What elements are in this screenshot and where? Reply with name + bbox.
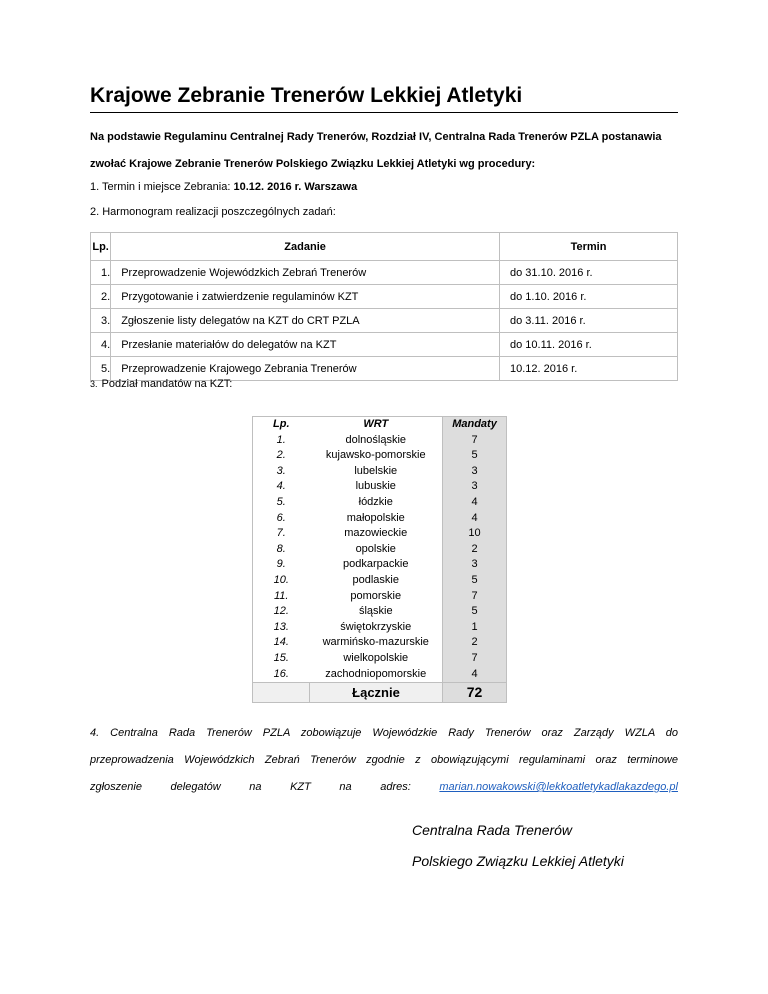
email-link[interactable]: marian.nowakowski@lekkoatletykadlakazdego.pl <box>439 781 678 793</box>
mandates-cell-man: 10 <box>443 526 507 542</box>
paragraph-4-word: na <box>339 781 352 793</box>
mandates-cell-man: 5 <box>443 604 507 620</box>
paragraph-4-line-2: przeprowadzenia Wojewódzkich Zebrań Trenerów zgodnie z obowiązującymi regulaminami oraz terminowe <box>90 754 678 766</box>
mandates-cell-wrt: świętokrzyskie <box>340 620 412 633</box>
mandates-cell-lp: 1. <box>253 433 310 449</box>
mandates-cell-wrt: zachodniopomorskie <box>310 667 443 683</box>
mandates-cell-lp: 9. <box>253 557 310 573</box>
mandates-cell-man: 2 <box>443 635 507 651</box>
schedule-cell-date: do 3.11. 2016 r. <box>500 309 678 333</box>
mandates-total-label: Łącznie <box>310 683 443 703</box>
meeting-date-label: 1. Termin i miejsce Zebrania: <box>90 181 234 193</box>
mandates-cell-wrt: małopolskie <box>346 511 405 524</box>
table-row <box>91 333 678 357</box>
mandates-body <box>253 433 507 683</box>
table-row <box>253 589 507 605</box>
table-row <box>253 526 507 542</box>
table-row <box>253 635 507 651</box>
paragraph-4-word: zgłoszenie <box>90 781 142 793</box>
intro-paragraph <box>90 124 690 178</box>
schedule-cell-task: Przeprowadzenie Krajowego Zebrania Trenerów <box>111 357 500 381</box>
paragraph-4-word: delegatów <box>170 781 221 793</box>
schedule-cell-lp: 2. <box>91 285 111 309</box>
table-row <box>253 511 507 527</box>
table-row <box>253 557 507 573</box>
schedule-cell-lp: 4. <box>91 333 111 357</box>
table-row <box>253 495 507 511</box>
schedule-cell-lp: 1. <box>91 261 111 285</box>
mandates-cell-man: 2 <box>443 542 507 558</box>
mandates-total-row <box>253 683 507 703</box>
mandates-cell-wrt: podkarpackie <box>343 558 409 571</box>
table-row <box>253 667 507 683</box>
mandates-cell-man: 4 <box>443 667 507 683</box>
schedule-header-row <box>91 233 678 261</box>
mandates-cell-man: 5 <box>443 448 507 464</box>
mandates-cell-wrt: śląskie <box>358 605 393 618</box>
mandates-cell-lp: 15. <box>253 651 310 667</box>
mandates-cell-man: 7 <box>443 651 507 667</box>
mandates-cell-man: 4 <box>443 495 507 511</box>
mandates-cell-wrt: pomorskie <box>350 589 402 602</box>
table-row <box>253 433 507 449</box>
mandates-cell-man: 3 <box>443 479 507 495</box>
mandates-cell-lp: 7. <box>253 526 310 542</box>
mandates-header-lp: Lp. <box>253 417 310 433</box>
table-row <box>253 604 507 620</box>
schedule-heading: 2. Harmonogram realizacji poszczególnych zadań: <box>90 206 336 218</box>
mandates-cell-man: 1 <box>443 620 507 636</box>
table-row <box>253 651 507 667</box>
paragraph-4-line-1: 4. Centralna Rada Trenerów PZLA zobowiązuje Wojewódzkie Rady Trenerów oraz Zarządy WZLA do <box>90 727 678 739</box>
schedule-cell-task: Przeprowadzenie Wojewódzkich Zebrań Trenerów <box>111 261 500 285</box>
mandates-cell-lp: 8. <box>253 542 310 558</box>
mandates-heading-number: 3. <box>90 379 98 389</box>
table-row <box>91 309 678 333</box>
mandates-cell-wrt: warmińsko-mazurskie <box>322 636 429 649</box>
paragraph-4-word: KZT <box>290 781 311 793</box>
mandates-cell-wrt: opolskie <box>355 542 396 555</box>
mandates-cell-lp: 11. <box>253 589 310 605</box>
mandates-cell-wrt: lubelskie <box>354 464 398 477</box>
mandates-cell-lp: 3. <box>253 464 310 480</box>
mandates-table <box>252 416 507 703</box>
meeting-date-value: 10.12. 2016 r. Warszawa <box>233 181 358 193</box>
mandates-header-count: Mandaty <box>443 417 507 433</box>
schedule-cell-date: do 1.10. 2016 r. <box>500 285 678 309</box>
schedule-header-task: Zadanie <box>111 233 500 261</box>
paragraph-4 <box>90 720 678 801</box>
mandates-cell-man: 4 <box>443 511 507 527</box>
schedule-table <box>90 232 678 381</box>
table-row <box>91 261 678 285</box>
paragraph-4-word: adres: <box>380 781 411 793</box>
mandates-cell-wrt: lubuskie <box>355 480 396 493</box>
mandates-total-blank <box>253 683 310 703</box>
mandates-cell-wrt: mazowieckie <box>344 527 408 540</box>
intro-line-1: Na podstawie Regulaminu Centralnej Rady Trenerów, Rozdział IV, Centralna Rada Trenerów PZLA postanawia <box>90 131 662 143</box>
schedule-header-date: Termin <box>500 233 678 261</box>
table-row <box>253 479 507 495</box>
mandates-cell-lp: 14. <box>253 635 310 651</box>
table-row <box>91 285 678 309</box>
mandates-cell-man: 5 <box>443 573 507 589</box>
table-row <box>253 542 507 558</box>
schedule-cell-date: do 31.10. 2016 r. <box>500 261 678 285</box>
signature-line-1: Centralna Rada Trenerów <box>412 822 573 838</box>
mandates-cell-lp: 4. <box>253 479 310 495</box>
table-row <box>253 448 507 464</box>
mandates-cell-wrt: wielkopolskie <box>343 651 409 664</box>
mandates-cell-man: 7 <box>443 433 507 449</box>
table-row <box>253 464 507 480</box>
mandates-cell-lp: 6. <box>253 511 310 527</box>
schedule-cell-date: 10.12. 2016 r. <box>500 357 678 381</box>
mandates-cell-lp: 10. <box>253 573 310 589</box>
schedule-cell-lp: 3. <box>91 309 111 333</box>
page-title: Krajowe Zebranie Trenerów Lekkiej Atletyki <box>90 84 678 113</box>
paragraph-4-line-3 <box>90 774 678 801</box>
paragraph-4-word: na <box>249 781 262 793</box>
table-row <box>91 357 678 381</box>
schedule-cell-lp: 5. <box>91 357 111 381</box>
intro-line-2: zwołać Krajowe Zebranie Trenerów Polskiego Związku Lekkiej Atletyki wg procedury: <box>90 158 536 170</box>
table-row <box>253 573 507 589</box>
mandates-header-wrt: WRT <box>310 417 443 433</box>
mandates-cell-wrt: dolnośląskie <box>345 433 407 446</box>
mandates-total-value: 72 <box>443 683 507 703</box>
mandates-heading <box>90 378 232 390</box>
schedule-cell-date: do 10.11. 2016 r. <box>500 333 678 357</box>
signature-line-2: Polskiego Związku Lekkiej Atletyki <box>412 853 624 869</box>
mandates-cell-lp: 5. <box>253 495 310 511</box>
mandates-cell-man: 3 <box>443 464 507 480</box>
mandates-cell-lp: 12. <box>253 604 310 620</box>
schedule-header-lp: Lp. <box>91 233 111 261</box>
mandates-heading-text: Podział mandatów na KZT: <box>101 378 233 390</box>
mandates-cell-lp: 2. <box>253 448 310 464</box>
meeting-date-item <box>90 181 357 193</box>
mandates-cell-lp: 16. <box>253 667 310 683</box>
mandates-cell-lp: 13. <box>253 620 310 636</box>
mandates-cell-wrt: kujawsko-pomorskie <box>325 449 426 462</box>
schedule-cell-task: Zgłoszenie listy delegatów na KZT do CRT PZLA <box>111 309 500 333</box>
mandates-cell-man: 3 <box>443 557 507 573</box>
mandates-header-row <box>253 417 507 433</box>
schedule-cell-task: Przesłanie materiałów do delegatów na KZT <box>111 333 500 357</box>
mandates-cell-wrt: podlaskie <box>352 573 399 586</box>
mandates-cell-wrt: łódzkie <box>358 495 393 508</box>
mandates-cell-man: 7 <box>443 589 507 605</box>
table-row <box>253 620 507 636</box>
schedule-cell-task: Przygotowanie i zatwierdzenie regulaminów KZT <box>111 285 500 309</box>
